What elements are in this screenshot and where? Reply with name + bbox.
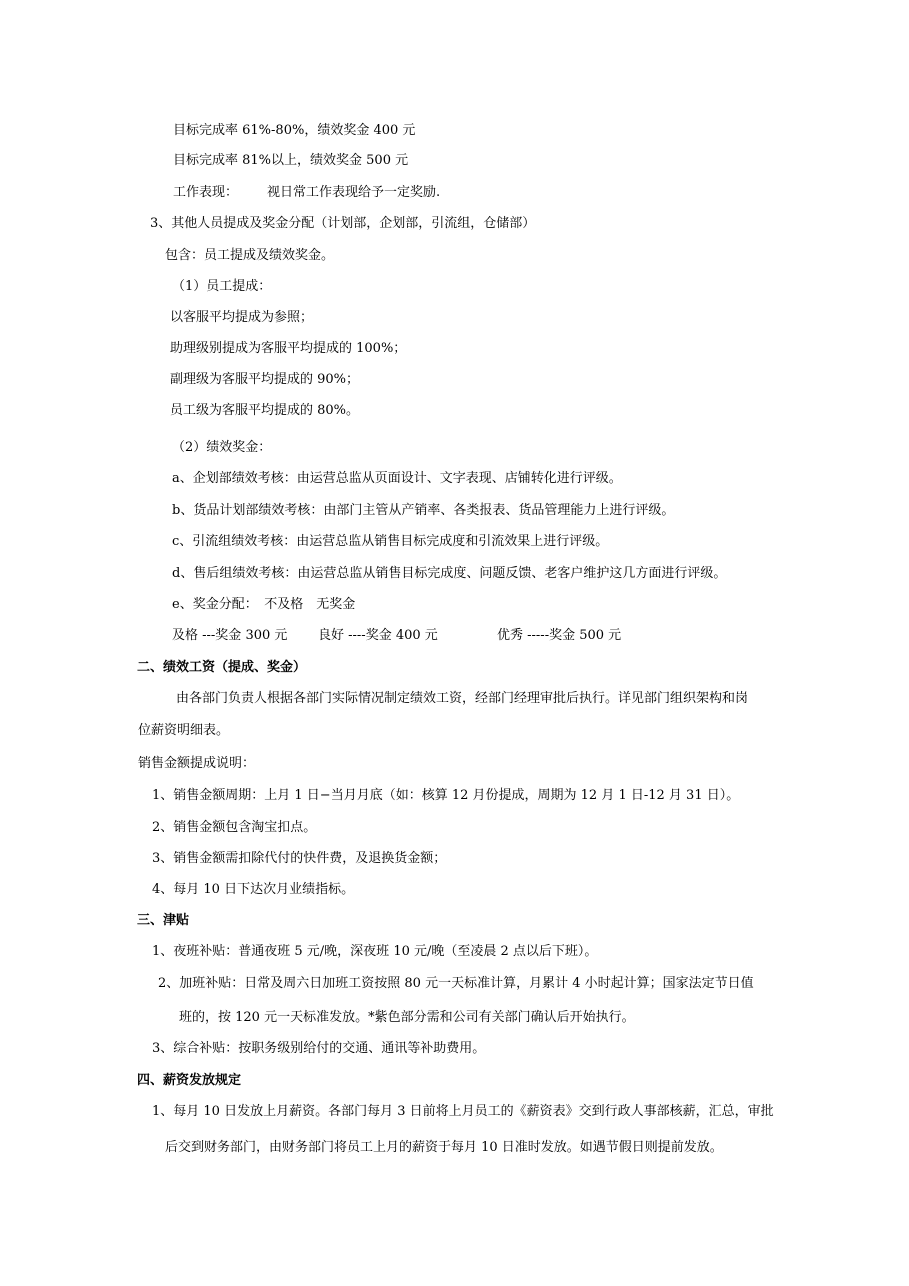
text-line: 3、综合补贴：按职务级别给付的交通、通讯等补助费用。 <box>152 1041 486 1056</box>
subheading: （2）绩效奖金： <box>172 440 272 455</box>
text-line: 工作表现： <box>173 185 239 200</box>
text-line: a、企划部绩效考核：由运营总监从页面设计、文字表现、店铺转化进行评级。 <box>172 471 622 486</box>
text-line: 销售金额提成说明： <box>138 756 256 771</box>
text-line: 目标完成率 61%-80%，绩效奖金 400 元 <box>173 123 416 138</box>
text-line: 4、每月 10 日下达次月业绩指标。 <box>152 882 355 897</box>
text-line: e、奖金分配： 不及格 无奖金 <box>172 597 356 612</box>
text-line: b、货品计划部绩效考核：由部门主管从产销率、各类报表、货品管理能力上进行评级。 <box>172 503 675 518</box>
text-line: 以客服平均提成为参照； <box>170 310 314 325</box>
section-heading: 四、薪资发放规定 <box>137 1073 242 1088</box>
text-line: 2、加班补贴：日常及周六日加班工资按照 80 元一天标准计算，月累计 4 小时起计算；国家法定节日值 <box>158 976 754 991</box>
section-heading: 三、津贴 <box>137 913 190 928</box>
text-line: 优秀 -----奖金 500 元 <box>497 628 622 643</box>
text-line: 1、销售金额周期：上月 1 日−当月月底（如：核算 12 月份提成，周期为 12 月 1 日-12 月 31 日）。 <box>152 788 740 803</box>
text-line: 1、每月 10 日发放上月薪资。各部门每月 3 日前将上月员工的《薪资表》交到行政人事部核薪，汇总，审批 <box>152 1104 774 1119</box>
text-line: 助理级别提成为客服平均提成的 100%； <box>170 341 407 356</box>
text-line: 由各部门负责人根据各部门实际情况制定绩效工资，经部门经理审批后执行。详见部门组织架构和岗 <box>176 691 749 706</box>
text-line: 位薪资明细表。 <box>138 723 230 738</box>
text-line: 2、销售金额包含淘宝扣点。 <box>152 820 317 835</box>
text-line: 员工级为客服平均提成的 80%。 <box>170 403 360 418</box>
text-line: c、引流组绩效考核：由运营总监从销售目标完成度和引流效果上进行评级。 <box>172 534 609 549</box>
list-item-heading: 3、其他人员提成及奖金分配（计划部，企划部，引流组，仓储部） <box>150 216 536 231</box>
text-line: 后交到财务部门，由财务部门将员工上月的薪资于每月 10 日准时发放。如遇节假日则提前发放。 <box>165 1140 723 1155</box>
subheading: （1）员工提成： <box>172 279 272 294</box>
section-heading: 二、绩效工资（提成、奖金） <box>137 660 307 675</box>
text-line: 3、销售金额需扣除代付的快件费，及退换货金额； <box>152 851 447 866</box>
text-line: d、售后组绩效考核：由运营总监从销售目标完成度、问题反馈、老客户维护这几方面进行评级。 <box>172 566 727 581</box>
text-line: 及格 ---奖金 300 元 <box>172 628 288 643</box>
text-line: 副理级为客服平均提成的 90%； <box>170 372 360 387</box>
text-line: 班的，按 120 元一天标准发放。*紫色部分需和公司有关部门确认后开始执行。 <box>179 1010 635 1025</box>
text-line: 良好 ----奖金 400 元 <box>318 628 438 643</box>
text-line: 目标完成率 81%以上，绩效奖金 500 元 <box>173 153 409 168</box>
text-line: 视日常工作表现给予一定奖励. <box>267 185 441 200</box>
text-line: 包含：员工提成及绩效奖金。 <box>165 248 335 263</box>
text-line: 1、夜班补贴：普通夜班 5 元/晚，深夜班 10 元/晚（至凌晨 2 点以后下班）。 <box>152 944 598 959</box>
